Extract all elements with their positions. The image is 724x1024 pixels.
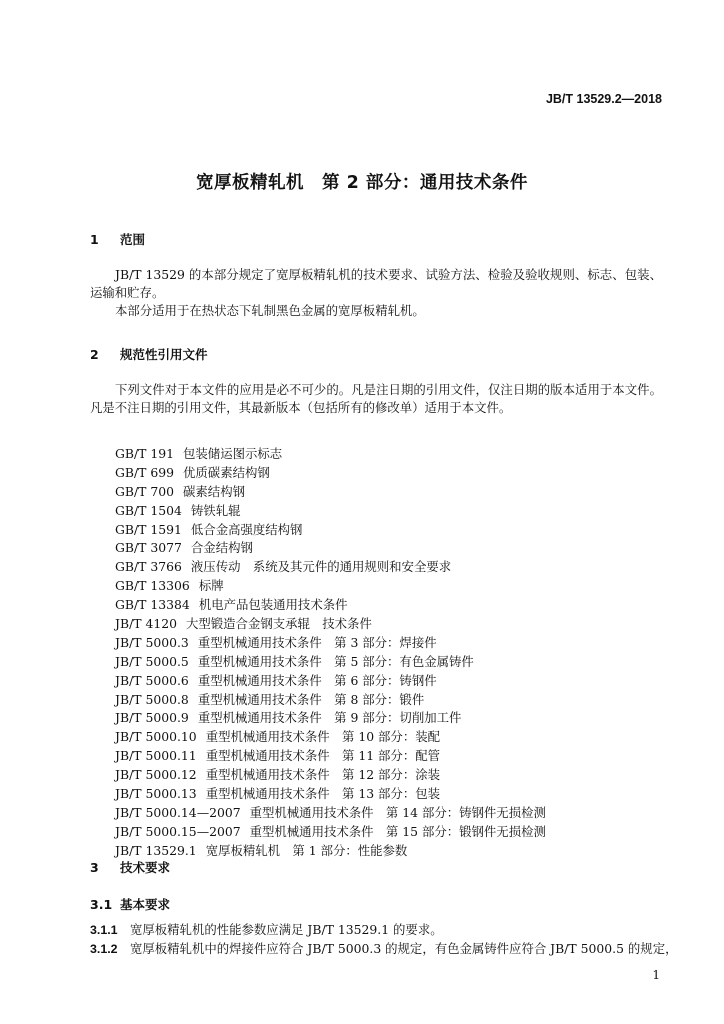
reference-item xyxy=(115,483,546,502)
reference-title: 宽厚板精轧机 第 1 部分：性能参数 xyxy=(205,842,408,858)
reference-item xyxy=(115,823,546,842)
reference-item xyxy=(115,672,546,691)
reference-item xyxy=(115,558,546,577)
reference-code: JB/T 5000.8 xyxy=(115,691,189,707)
reference-title: 重型机械通用技术条件 第 15 部分：锻钢件无损检测 xyxy=(249,823,546,839)
subsection-number: 3.1 xyxy=(90,897,113,912)
page-number: 1 xyxy=(652,968,660,982)
reference-code: GB/T 191 xyxy=(115,446,175,461)
reference-code: GB/T 3766 xyxy=(115,559,182,575)
document-id: JB/T 13529.2—2018 xyxy=(545,92,662,106)
reference-title: 重型机械通用技术条件 第 8 部分：锻件 xyxy=(197,691,425,707)
reference-item xyxy=(115,709,546,728)
reference-title: 重型机械通用技术条件 第 5 部分：有色金属铸件 xyxy=(197,653,474,669)
section-2-heading xyxy=(90,345,208,363)
reference-title: 铸铁轧辊 xyxy=(190,502,241,518)
reference-code: GB/T 3077 xyxy=(115,540,182,556)
clause-3-1-1 xyxy=(90,921,662,939)
reference-item xyxy=(115,804,546,823)
reference-item xyxy=(115,728,546,747)
clause-number: 3.1.1 xyxy=(90,923,118,937)
clause-text: 宽厚板精轧机的性能参数应满足 JB/T 13529.1 的要求。 xyxy=(130,922,443,937)
reference-title: 重型机械通用技术条件 第 12 部分：涂装 xyxy=(205,767,440,783)
reference-code: JB/T 5000.13 xyxy=(115,786,197,802)
reference-code: JB/T 5000.14—2007 xyxy=(115,804,241,820)
reference-code: GB/T 1591 xyxy=(115,521,182,537)
section-number: 2 xyxy=(90,347,99,362)
reference-code: JB/T 13529.1 xyxy=(115,842,197,858)
references-intro-paragraph: 下列文件对于本文件的应用是必不可少的。凡是注日期的引用文件，仅注日期的版本适用于本文件。凡是不注日期的引用文件，其最新版本（包括所有的修改单）适用于本文件。 xyxy=(90,382,662,415)
reference-item xyxy=(115,577,546,596)
reference-item xyxy=(115,634,546,653)
reference-code: JB/T 5000.6 xyxy=(115,672,189,688)
reference-title: 低合金高强度结构钢 xyxy=(190,521,303,537)
reference-title: 包装储运图示标志 xyxy=(183,446,283,461)
section-title: 技术要求 xyxy=(120,860,171,875)
reference-title: 优质碳素结构钢 xyxy=(183,464,270,480)
reference-title: 重型机械通用技术条件 第 10 部分：装配 xyxy=(205,729,440,745)
clause-3-1-2 xyxy=(90,940,678,958)
reference-item xyxy=(115,747,546,766)
reference-code: JB/T 5000.15—2007 xyxy=(115,823,241,839)
section-title: 规范性引用文件 xyxy=(120,347,208,362)
reference-title: 机电产品包装通用技术条件 xyxy=(198,597,348,613)
reference-title: 合金结构钢 xyxy=(190,540,253,556)
reference-item xyxy=(115,445,546,464)
reference-code: JB/T 5000.11 xyxy=(115,748,197,764)
scope-paragraph: JB/T 13529 的本部分规定了宽厚板精轧机的技术要求、试验方法、检验及验收规则、标志、包装、运输和贮存。 xyxy=(90,267,662,300)
reference-title: 重型机械通用技术条件 第 9 部分：切削加工件 xyxy=(197,710,462,726)
reference-code: GB/T 1504 xyxy=(115,502,182,518)
reference-item xyxy=(115,691,546,710)
reference-title: 标牌 xyxy=(198,578,224,594)
section-number: 3 xyxy=(90,860,99,875)
clause-text: 宽厚板精轧机中的焊接件应符合 JB/T 5000.3 的规定，有色金属铸件应符合 JB/T 5000.5 的规定， xyxy=(130,941,678,956)
reference-code: JB/T 5000.9 xyxy=(115,710,189,726)
reference-item xyxy=(115,464,546,483)
reference-title: 碳素结构钢 xyxy=(183,483,245,499)
reference-title: 重型机械通用技术条件 第 3 部分：焊接件 xyxy=(197,634,437,650)
subsection-title: 基本要求 xyxy=(120,897,171,912)
reference-title: 重型机械通用技术条件 第 13 部分：包装 xyxy=(205,786,440,802)
reference-code: JB/T 5000.12 xyxy=(115,767,197,783)
reference-code: JB/T 5000.10 xyxy=(115,729,197,745)
document-title: 宽厚板精轧机 第 2 部分：通用技术条件 xyxy=(196,173,528,193)
reference-title: 大型锻造合金钢支承辊 技术条件 xyxy=(185,616,372,632)
reference-code: JB/T 5000.3 xyxy=(115,634,189,650)
reference-item xyxy=(115,521,546,540)
subsection-3-1-heading xyxy=(90,895,170,913)
reference-item xyxy=(115,502,546,521)
reference-title: 重型机械通用技术条件 第 14 部分：铸钢件无损检测 xyxy=(249,804,546,820)
section-3-heading xyxy=(90,858,170,876)
normative-references-list xyxy=(115,445,546,861)
clause-number: 3.1.2 xyxy=(90,942,118,956)
reference-title: 重型机械通用技术条件 第 6 部分：铸钢件 xyxy=(197,672,437,688)
reference-item xyxy=(115,785,546,804)
reference-code: JB/T 4120 xyxy=(115,616,177,632)
reference-item xyxy=(115,653,546,672)
reference-code: JB/T 5000.5 xyxy=(115,653,189,669)
section-title: 范围 xyxy=(120,232,146,247)
reference-item xyxy=(115,842,546,861)
reference-code: GB/T 13306 xyxy=(115,578,190,594)
applicability-paragraph: 本部分适用于在热状态下轧制黑色金属的宽厚板精轧机。 xyxy=(115,303,425,318)
reference-code: GB/T 700 xyxy=(115,483,175,499)
reference-item xyxy=(115,596,546,615)
section-number: 1 xyxy=(90,232,99,247)
reference-code: GB/T 699 xyxy=(115,464,175,480)
reference-title: 重型机械通用技术条件 第 11 部分：配管 xyxy=(205,748,440,764)
reference-item xyxy=(115,766,546,785)
reference-title: 液压传动 系统及其元件的通用规则和安全要求 xyxy=(190,559,452,575)
reference-item xyxy=(115,539,546,558)
reference-item xyxy=(115,615,546,634)
reference-code: GB/T 13384 xyxy=(115,597,190,613)
section-1-heading xyxy=(90,230,145,248)
